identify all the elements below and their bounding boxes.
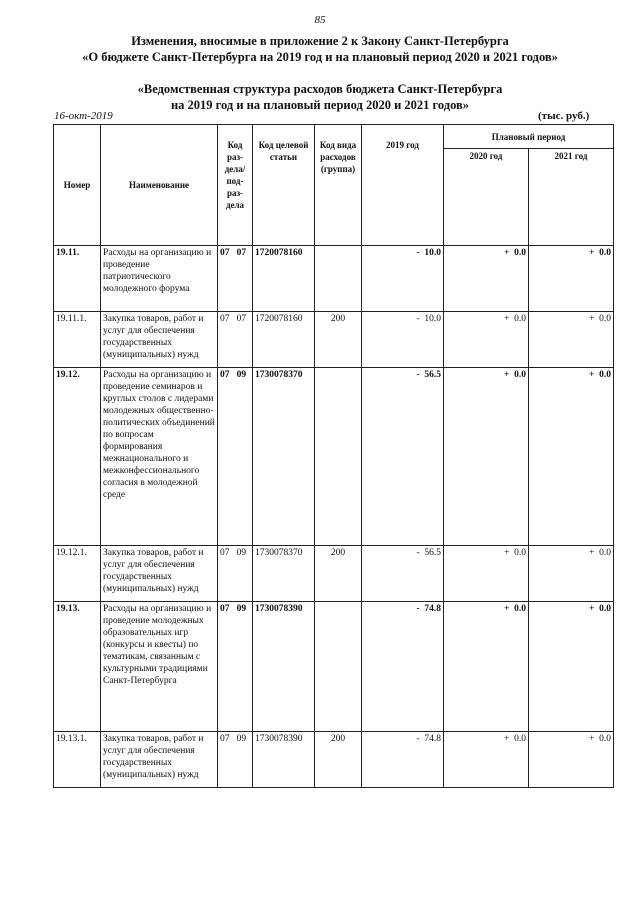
document-subtitle bbox=[0, 81, 640, 113]
row-value-2020: + 0.0 bbox=[444, 732, 529, 788]
row-target-code: 1730078370 bbox=[253, 368, 315, 546]
row-value-2021: + 0.0 bbox=[529, 368, 614, 546]
budget-table bbox=[53, 124, 614, 788]
row-number: 19.13. bbox=[54, 602, 101, 732]
header-2021: 2021 год bbox=[529, 149, 614, 246]
subsection-code: 07 bbox=[236, 314, 247, 324]
row-value-2020: + 0.0 bbox=[444, 312, 529, 368]
subsection-code: 07 bbox=[236, 248, 247, 258]
section-code: 07 bbox=[220, 314, 230, 324]
units-label: (тыс. руб.) bbox=[538, 110, 590, 122]
document-subtitle-line-2: на 2019 год и на плановый период 2020 и 2021 годов» bbox=[170, 98, 470, 112]
subsection-code: 09 bbox=[236, 548, 247, 558]
row-value-2019: - 10.0 bbox=[362, 246, 444, 312]
row-section-code bbox=[218, 312, 253, 368]
document-subtitle-line-1: «Ведомственная структура расходов бюджета Санкт-Петербурга bbox=[137, 82, 503, 96]
document-date: 16-окт-2019 bbox=[54, 110, 113, 122]
row-name: Расходы на организацию и проведение молодежных образовательных игр (конкурсы и квесты) по тематикам, связанным с культурными традициями Санкт-Петербурга bbox=[101, 602, 218, 732]
row-value-2019: - 10.0 bbox=[362, 312, 444, 368]
row-section-code bbox=[218, 246, 253, 312]
subsection-code: 09 bbox=[236, 734, 247, 744]
row-number: 19.11.1. bbox=[54, 312, 101, 368]
row-name: Закупка товаров, работ и услуг для обеспечения государственных (муниципальных) нужд bbox=[101, 312, 218, 368]
row-expense-type: 200 bbox=[315, 312, 362, 368]
document-title-line-1: Изменения, вносимые в приложение 2 к Закону Санкт-Петербурга bbox=[131, 34, 509, 48]
row-section-code bbox=[218, 546, 253, 602]
row-target-code: 1730078390 bbox=[253, 732, 315, 788]
table-row bbox=[54, 546, 614, 602]
row-target-code: 1730078390 bbox=[253, 602, 315, 732]
row-name: Расходы на организацию и проведение патриотического молодежного форума bbox=[101, 246, 218, 312]
row-name: Расходы на организацию и проведение семинаров и круглых столов с лидерами молодежных общественно-политических объединений по вопросам формирования межнационального и межконфессионального согласия в молодежной среде bbox=[101, 368, 218, 546]
row-expense-type bbox=[315, 602, 362, 732]
subsection-code: 09 bbox=[236, 604, 247, 614]
row-target-code: 1730078370 bbox=[253, 546, 315, 602]
row-target-code: 1720078160 bbox=[253, 246, 315, 312]
row-expense-type bbox=[315, 368, 362, 546]
section-code: 07 bbox=[220, 734, 230, 744]
section-code: 07 bbox=[220, 248, 230, 258]
row-target-code: 1720078160 bbox=[253, 312, 315, 368]
table-row bbox=[54, 602, 614, 732]
row-expense-type bbox=[315, 246, 362, 312]
row-value-2020: + 0.0 bbox=[444, 246, 529, 312]
row-expense-type: 200 bbox=[315, 546, 362, 602]
section-code: 07 bbox=[220, 370, 230, 380]
header-section-code: Код раз-дела/ под-раз-дела bbox=[218, 125, 253, 246]
row-expense-type: 200 bbox=[315, 732, 362, 788]
row-section-code bbox=[218, 602, 253, 732]
table-row bbox=[54, 312, 614, 368]
header-number: Номер bbox=[54, 125, 101, 246]
table-row bbox=[54, 732, 614, 788]
row-number: 19.12.1. bbox=[54, 546, 101, 602]
row-value-2019: - 56.5 bbox=[362, 546, 444, 602]
row-value-2020: + 0.0 bbox=[444, 368, 529, 546]
row-value-2021: + 0.0 bbox=[529, 312, 614, 368]
row-value-2020: + 0.0 bbox=[444, 602, 529, 732]
row-value-2019: - 74.8 bbox=[362, 602, 444, 732]
document-title bbox=[0, 33, 640, 65]
row-number: 19.13.1. bbox=[54, 732, 101, 788]
header-expense-type: Код вида расходов (группа) bbox=[315, 125, 362, 246]
table-row bbox=[54, 368, 614, 546]
table-row bbox=[54, 246, 614, 312]
section-code: 07 bbox=[220, 548, 230, 558]
page-number: 85 bbox=[314, 14, 326, 26]
section-code: 07 bbox=[220, 604, 230, 614]
header-name: Наименование bbox=[101, 125, 218, 246]
row-value-2019: - 74.8 bbox=[362, 732, 444, 788]
header-2020: 2020 год bbox=[444, 149, 529, 246]
row-value-2019: - 56.5 bbox=[362, 368, 444, 546]
row-value-2021: + 0.0 bbox=[529, 546, 614, 602]
row-value-2021: + 0.0 bbox=[529, 602, 614, 732]
row-name: Закупка товаров, работ и услуг для обеспечения государственных (муниципальных) нужд bbox=[101, 732, 218, 788]
row-value-2021: + 0.0 bbox=[529, 246, 614, 312]
row-number: 19.11. bbox=[54, 246, 101, 312]
document-title-line-2: «О бюджете Санкт-Петербурга на 2019 год и на плановый период 2020 и 2021 годов» bbox=[82, 50, 558, 64]
subsection-code: 09 bbox=[236, 370, 247, 380]
header-plan-period: Плановый период bbox=[444, 125, 614, 149]
row-value-2021: + 0.0 bbox=[529, 732, 614, 788]
row-name: Закупка товаров, работ и услуг для обеспечения государственных (муниципальных) нужд bbox=[101, 546, 218, 602]
row-number: 19.12. bbox=[54, 368, 101, 546]
header-target-code: Код целевой статьи bbox=[253, 125, 315, 246]
row-value-2020: + 0.0 bbox=[444, 546, 529, 602]
row-section-code bbox=[218, 732, 253, 788]
header-2019: 2019 год bbox=[362, 125, 444, 246]
row-section-code bbox=[218, 368, 253, 546]
